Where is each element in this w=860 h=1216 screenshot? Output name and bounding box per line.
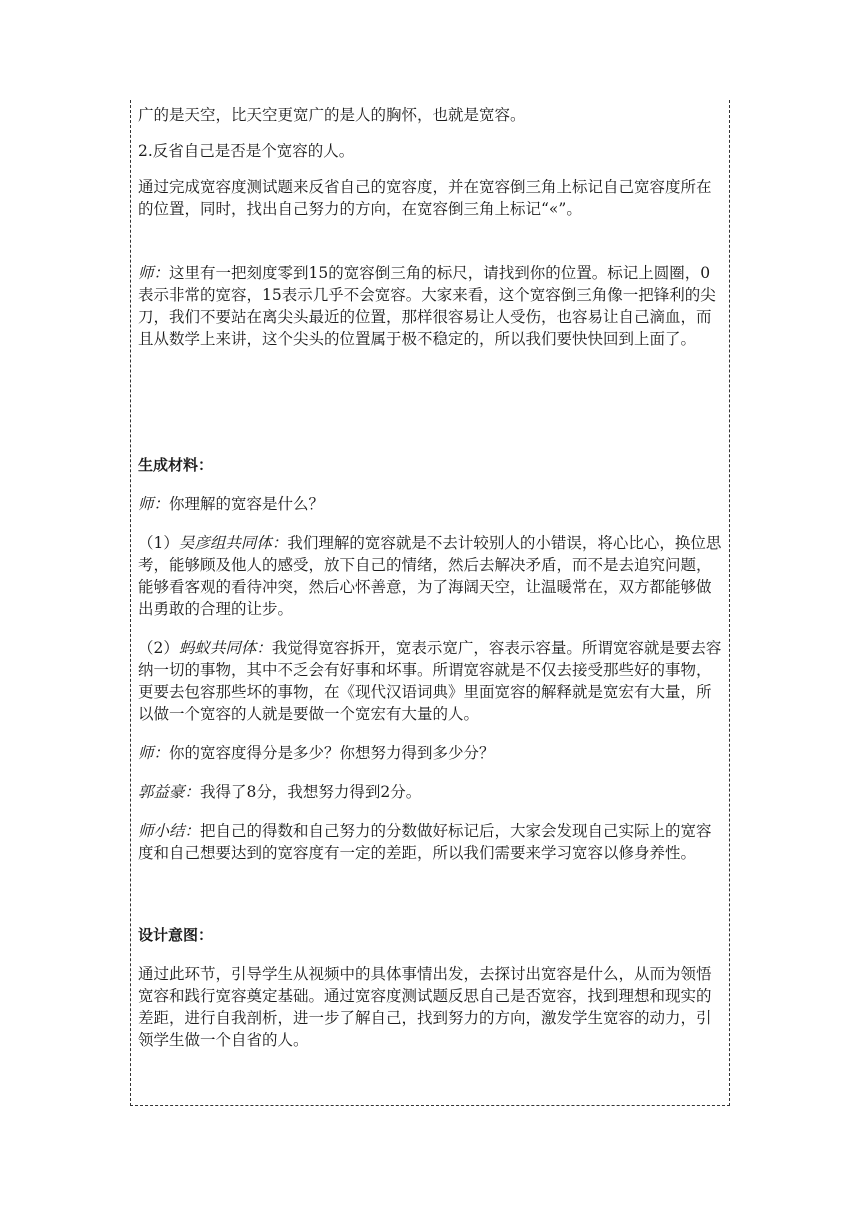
- paragraph: 通过完成宽容度测试题来反省自己的宽容度，并在宽容倒三角上标记自己宽容度所在的位置，同时，找出自己努力的方向，在宽容倒三角上标记“«”。: [138, 178, 712, 218]
- paragraph-text: 我们理解的宽容就是不去计较别人的小错误，将心比心，换位思考，能够顾及他人的感受，放下自己的情绪，然后去解决矛盾，而不是去追究问题，能够看客观的看待冲突，然后心怀善意，为了海阔天空，让温暖常在，双方都能够做出勇敢的合理的让步。: [138, 534, 722, 618]
- paragraph-text: 你的宽容度得分是多少？你想努力得到多少分？: [169, 744, 495, 762]
- paragraph: 2.反省自己是否是个宽容的人。: [138, 142, 355, 160]
- speaker-label: 师：: [138, 264, 170, 282]
- student-answer: [138, 781, 724, 803]
- speaker-label: 师：: [138, 495, 170, 513]
- student-answer: [138, 637, 724, 725]
- speaker-label: 郭益豪：: [138, 783, 201, 801]
- student-answer: [138, 532, 724, 620]
- speaker-label: 蚂蚁共同体：: [178, 639, 272, 657]
- answer-number: （1）: [138, 534, 179, 552]
- paragraph-text: 你理解的宽容是什么？: [169, 495, 325, 513]
- section-heading: 设计意图：: [138, 926, 214, 944]
- paragraph: 通过此环节，引导学生从视频中的具体事情出发，去探讨出宽容是什么，从而为领悟宽容和践行宽容奠定基础。通过宽容度测试题反思自己是否宽容，找到理想和现实的差距，进行自我剖析，进一步了解自己，找到努力的方向，激发学生宽容的动力，引领学生做一个自省的人。: [138, 965, 712, 1049]
- teacher-question: [138, 493, 724, 515]
- teacher-summary: [138, 820, 724, 864]
- teacher-question: [138, 742, 724, 764]
- speaker-label: 师：: [138, 744, 170, 762]
- speaker-label: 师小结：: [138, 822, 201, 840]
- speaker-label: 吴彦组共同体：: [178, 534, 288, 552]
- paragraph: 广的是天空，比天空更宽广的是人的胸怀，也就是宽容。: [138, 106, 526, 124]
- paragraph-text: 这里有一把刻度零到15的宽容倒三角的标尺，请找到你的位置。标记上圆圈，0表示非常的宽容，15表示几乎不会宽容。大家来看，这个宽容倒三角像一把锋利的尖刀，我们不要站在离尖头最近的位置，那样很容易让人受伤，也容易让自己滴血，而且从数学上来讲，这个尖头的位置属于极不稳定的，所以我们要快快回到上面了。: [138, 264, 716, 348]
- paragraph-text: 把自己的得数和自己努力的分数做好标记后，大家会发现自己实际上的宽容度和自己想要达到的宽容度有一定的差距，所以我们需要来学习宽容以修身养性。: [138, 822, 712, 862]
- paragraph-text: 我得了8分，我想努力得到2分。: [200, 783, 422, 801]
- section-heading: 生成材料：: [138, 456, 214, 474]
- paragraph-text: 我觉得宽容拆开，宽表示宽广，容表示容量。所谓宽容就是要去容纳一切的事物，其中不乏会有好事和坏事。所谓宽容就是不仅去接受那些好的事物，更要去包容那些坏的事物，在《现代汉语词典》里面宽容的解释就是宽宏有大量，所以做一个宽容的人就是要做一个宽宏有大量的人。: [138, 639, 722, 723]
- teacher-paragraph: [138, 262, 724, 350]
- answer-number: （2）: [138, 639, 179, 657]
- document-body: [138, 104, 724, 1051]
